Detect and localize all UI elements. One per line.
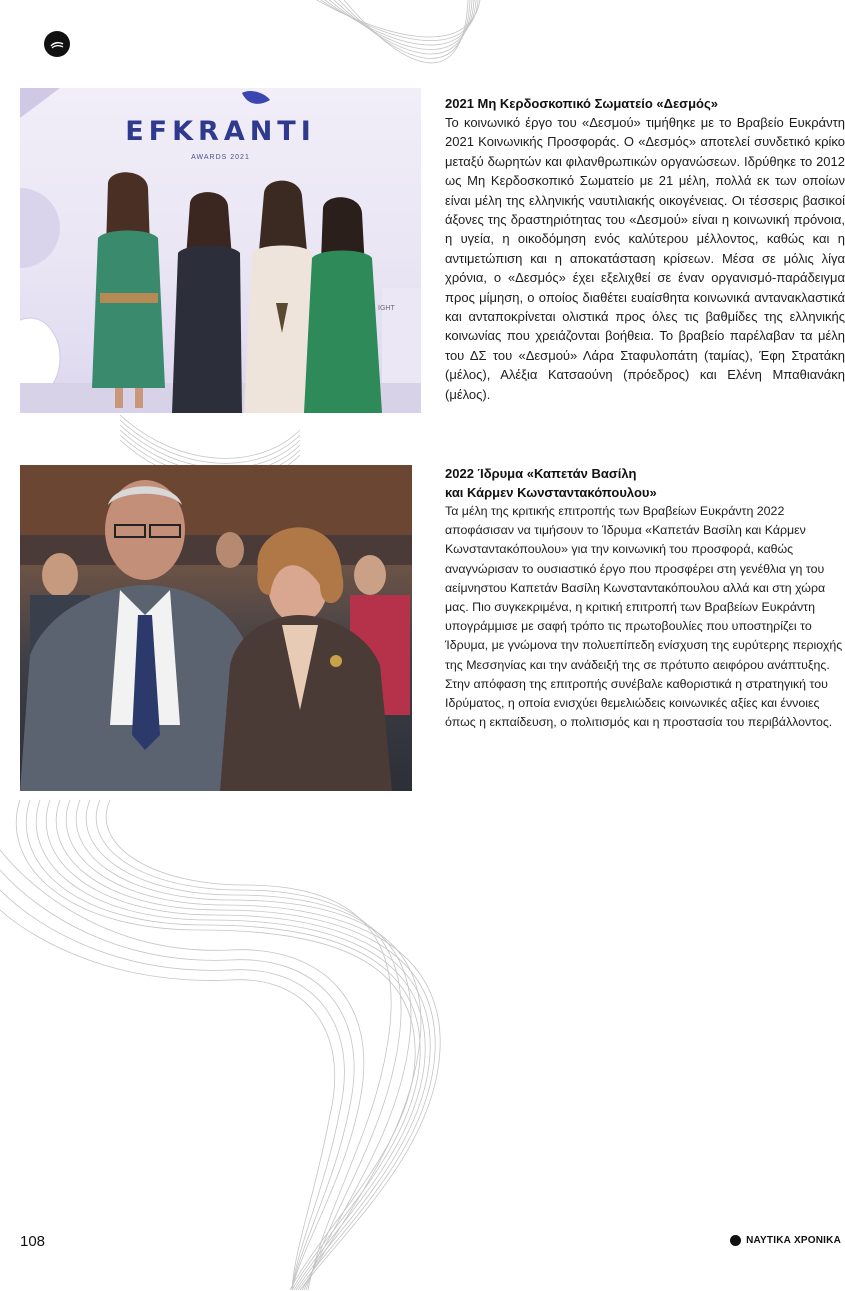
article-desmos xyxy=(445,94,845,404)
photo-desmos-award xyxy=(20,88,421,413)
footer-brand xyxy=(730,1235,841,1246)
banner-side-text: IGHT xyxy=(378,305,395,312)
article-body: Το κοινωνικό έργο του «Δεσμού» τιμήθηκε με το Βραβείο Ευκράντη 2021 Κοινωνικής Προσφοράς. Ο «Δεσμός» αποτελεί συνδετικό κρίκο μεταξύ δωρητών και φιλανθρωπικών οργανώσεων. Ιδρύθηκε το 2012 ως Μη Κερδοσκοπικό Σωματείο με 21 μέλη, πολλά εκ των οποίων είναι μέλη της ελληνικής ναυτιλιακής οικογένειας. Οι τέσσερις βασικοί άξονες της δραστηριότητας του «Δεσμού» είναι η κοινωνική πρόνοια, η υγεία, η οικοδόμηση ενός καλύτερου μέλλοντος, καθώς και η αντιμετώπιση και η αποκατάσταση κρίσεων. Μέσα σε μόλις λίγα χρόνια, ο «Δεσμός» έχει εξελιχθεί σε έναν οργανισμό-παράδειγμα προς μίμηση, ο οποίος διαθέτει ευαίσθητα κοινωνικά αντανακλαστικά και ανταποκρίνεται ολιστικά προς όλες τις βαθμίδες της ελληνικής κοινωνίας που χρειάζονται βοήθεια. Το βραβείο παρέλαβαν τα μέλη του ΔΣ του «Δεσμού» Λάρα Σταφυλοπάτη (ταμίας), Έφη Στρατάκη (μέλος), Αλέξια Κατσαούνη (πρόεδρος) και Ελένη Μπαθιανάκη (μέλος). xyxy=(445,115,845,402)
article-heading-line2: και Κάρμεν Κωνσταντακόπουλου» xyxy=(445,485,657,500)
article-heading-line1: 2022 Ίδρυμα «Καπετάν Βασίλη xyxy=(445,466,637,481)
photo-konstantakopoulos-couple xyxy=(20,465,412,791)
article-body: Τα μέλη της κριτικής επιτροπής των Βραβείων Ευκράντη 2022 αποφάσισαν να τιμήσουν το Ίδρυμα «Καπετάν Βασίλη και Κάρμεν Κωνσταντακόπουλου» για την κοινωνική του προσφορά, καθώς αναγνώρισαν το ουσιαστικό έργο που προσφέρει στη γενέθλια γη του αείμνηστου Καπετάν Βασίλη Κωνσταντακόπουλου αλλά και στη χώρα μας. Πιο συγκεκριμένα, η κριτική επιτροπή των Βραβείων Ευκράντη υπογράμμισε με σαφή τρόπο τις πρωτοβουλίες που υποστηρίζει το Ίδρυμα, με γνώμονα την πολυεπίπεδη ενίσχυση της ευρύτερης περιοχής της Μεσσηνίας και την ανάδειξή της σε πρότυπο αειφόρου ανάπτυξης. Στην απόφαση της επιτροπής συνέβαλε καθοριστικά η στρατηγική του Ιδρύματος, η οποία ενισχύει θεμελιώδεις κοινωνικές αξίες και έννοιες όπως η εκπαίδευση, ο πολιτισμός και η προστασία του περιβάλλοντος. xyxy=(445,504,843,730)
banner-subtitle: AWARDS 2021 xyxy=(191,154,250,161)
page-number: 108 xyxy=(20,1233,46,1250)
article-heading: 2021 Μη Κερδοσκοπικό Σωματείο «Δεσμός» xyxy=(445,96,718,111)
banner-title: EFKRANTI xyxy=(125,116,316,147)
article-konstantakopoulos-foundation xyxy=(445,464,845,732)
magazine-logo-icon xyxy=(44,31,70,57)
brand-name: ΝΑΥΤΙΚΑ ΧΡΟΝΙΚΑ xyxy=(746,1235,841,1246)
brand-logo-icon xyxy=(730,1235,741,1246)
